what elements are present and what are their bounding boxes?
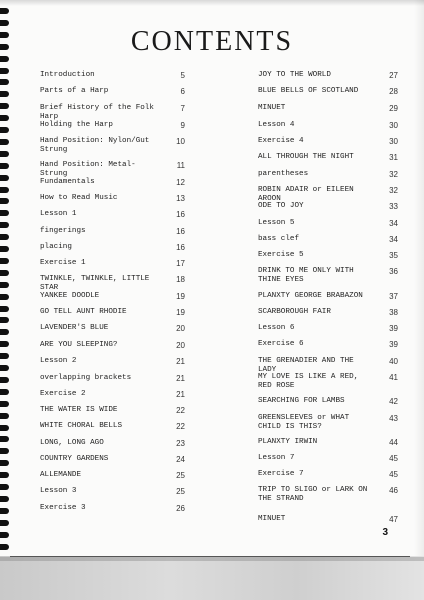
binding-ring [0, 508, 9, 514]
toc-entry-page: 40 [389, 357, 398, 366]
toc-entry [40, 87, 185, 96]
binding-ring [0, 79, 9, 85]
toc-entry-page: 30 [389, 137, 398, 146]
toc-entry [40, 227, 185, 236]
toc-entry-title: Lesson 7 [258, 454, 295, 462]
toc-entry-title: WHITE CHORAL BELLS [40, 422, 123, 430]
toc-entry-title: MY LOVE IS LIKE A RED, RED ROSE [258, 373, 359, 390]
binding-ring [0, 175, 9, 181]
toc-entry-page: 25 [176, 471, 185, 480]
toc-entry [40, 243, 185, 252]
toc-entry-title: ARE YOU SLEEPING? [40, 341, 118, 349]
toc-entry-page: 16 [176, 210, 185, 219]
toc-entry [258, 137, 398, 146]
toc-entry [40, 194, 185, 203]
binding-ring [0, 20, 9, 26]
toc-entry-page: 32 [389, 170, 398, 179]
toc-entry-title: PLANXTY GEORGE BRABAZON [258, 292, 363, 300]
toc-entry-title: Lesson 6 [258, 324, 295, 332]
binding-ring [0, 270, 9, 276]
toc-entry-page: 39 [389, 340, 398, 349]
page-title: CONTENTS [130, 26, 294, 57]
toc-entry [258, 202, 398, 211]
toc-entry [258, 414, 398, 432]
toc-entry-title: Exercise 5 [258, 251, 304, 259]
toc-entry-page: 34 [389, 219, 398, 228]
toc-entry [258, 454, 398, 463]
binding-ring [0, 544, 9, 550]
toc-entry-page: 21 [176, 357, 185, 366]
toc-entry-page: 9 [180, 121, 185, 130]
toc-entry [40, 71, 185, 80]
toc-entry-title: Parts of a Harp [40, 87, 109, 95]
binding-ring [0, 151, 9, 157]
toc-entry-page: 16 [176, 227, 185, 236]
toc-entry-page: 6 [180, 87, 185, 96]
toc-entry-title: LONG, LONG AGO [40, 439, 104, 447]
toc-entry-title: PLANXTY IRWIN [258, 438, 318, 446]
toc-entry-page: 19 [176, 308, 185, 317]
page-right-edge [414, 0, 424, 600]
toc-entry-page: 26 [176, 504, 185, 513]
toc-entry-title: JOY TO THE WORLD [258, 71, 331, 79]
toc-entry-title: TRIP TO SLIGO or LARK ON THE STRAND [258, 486, 368, 503]
toc-entry-page: 34 [389, 235, 398, 244]
toc-entry-title: DRINK TO ME ONLY WITH THINE EYES [258, 267, 354, 284]
toc-entry [258, 308, 398, 317]
toc-entry-page: 23 [176, 439, 185, 448]
binding-ring [0, 258, 9, 264]
toc-entry-page: 38 [389, 308, 398, 317]
toc-entry-title: MINUET [258, 515, 286, 523]
toc-entry [40, 210, 185, 219]
toc-entry [258, 324, 398, 333]
binding-ring [0, 198, 9, 204]
toc-entry-title: THE GRENADIER AND THE LADY [258, 357, 354, 374]
page-top-edge [0, 0, 424, 6]
binding-ring [0, 496, 9, 502]
toc-entry-page: 10 [176, 137, 185, 146]
toc-entry-title: Lesson 3 [40, 487, 77, 495]
toc-entry [258, 170, 398, 179]
toc-entry-page: 25 [176, 487, 185, 496]
toc-entry-title: Exercise 7 [258, 470, 304, 478]
toc-entry [258, 292, 398, 301]
toc-entry-page: 17 [176, 259, 185, 268]
binding-ring [0, 460, 9, 466]
binding-ring [0, 103, 9, 109]
toc-entry [40, 178, 185, 187]
toc-entry-title: TWINKLE, TWINKLE, LITTLE STAR [40, 275, 150, 292]
toc-entry-title: bass clef [258, 235, 300, 243]
binding-ring [0, 139, 9, 145]
toc-entry-page: 5 [180, 71, 185, 80]
toc-entry [258, 397, 398, 406]
toc-entry [40, 104, 185, 122]
toc-entry-page: 20 [176, 341, 185, 350]
binding-ring [0, 115, 9, 121]
toc-entry-page: 45 [389, 454, 398, 463]
binding-ring [0, 353, 9, 359]
toc-entry-title: BLUE BELLS OF SCOTLAND [258, 87, 359, 95]
toc-entry-title: COUNTRY GARDENS [40, 455, 109, 463]
toc-entry-page: 36 [389, 267, 398, 276]
toc-entry [40, 275, 185, 293]
binding-ring [0, 472, 9, 478]
toc-entry-page: 44 [389, 438, 398, 447]
toc-entry-page: 35 [389, 251, 398, 260]
toc-entry-page: 28 [389, 87, 398, 96]
binding-ring [0, 222, 9, 228]
toc-entry-page: 13 [176, 194, 185, 203]
toc-entry-title: Lesson 4 [258, 121, 295, 129]
toc-entry-page: 24 [176, 455, 185, 464]
toc-entry-title: Exercise 1 [40, 259, 86, 267]
scan-bottom-band [0, 556, 424, 600]
toc-entry-title: Hand Position: Metal-Strung [40, 161, 136, 178]
binding-ring [0, 341, 9, 347]
toc-entry-title: Fundamentals [40, 178, 95, 186]
toc-entry [40, 439, 185, 448]
toc-entry-page: 33 [389, 202, 398, 211]
toc-entry [40, 137, 185, 155]
binding-ring [0, 436, 9, 442]
toc-entry [258, 71, 398, 80]
toc-entry-title: GO TELL AUNT RHODIE [40, 308, 127, 316]
toc-entry-page: 12 [176, 178, 185, 187]
binding-ring [0, 294, 9, 300]
binding-ring [0, 448, 9, 454]
toc-entry [258, 515, 398, 524]
toc-entry-title: Exercise 2 [40, 390, 86, 398]
toc-entry [258, 153, 398, 162]
toc-entry [40, 259, 185, 268]
toc-entry-page: 21 [176, 374, 185, 383]
toc-entry-page: 43 [389, 414, 398, 423]
toc-entry-title: LAVENDER'S BLUE [40, 324, 109, 332]
toc-entry-page: 39 [389, 324, 398, 333]
binding-ring [0, 68, 9, 74]
toc-entry-title: Exercise 4 [258, 137, 304, 145]
binding-ring [0, 127, 9, 133]
toc-entry [40, 471, 185, 480]
toc-entry-title: Lesson 5 [258, 219, 295, 227]
toc-entry [258, 104, 398, 113]
toc-entry [258, 486, 398, 504]
toc-entry [40, 357, 185, 366]
toc-entry-page: 46 [389, 486, 398, 495]
toc-entry-page: 18 [176, 275, 185, 284]
toc-entry [258, 470, 398, 479]
toc-entry [258, 438, 398, 447]
binding-ring [0, 91, 9, 97]
toc-entry-page: 20 [176, 324, 185, 333]
toc-entry-title: Brief History of the Folk Harp [40, 104, 154, 121]
binding-ring [0, 329, 9, 335]
toc-entry-page: 29 [389, 104, 398, 113]
toc-entry-title: MINUET [258, 104, 286, 112]
toc-entry-page: 11 [176, 161, 185, 170]
toc-entry-page: 7 [180, 104, 185, 113]
toc-entry-title: How to Read Music [40, 194, 118, 202]
toc-entry [40, 121, 185, 130]
toc-entry [258, 87, 398, 96]
toc-entry-title: fingerings [40, 227, 86, 235]
binding-ring [0, 187, 9, 193]
toc-entry [258, 235, 398, 244]
spiral-binding [0, 8, 12, 556]
toc-entry-page: 37 [389, 292, 398, 301]
binding-ring [0, 484, 9, 490]
binding-ring [0, 282, 9, 288]
binding-ring [0, 389, 9, 395]
toc-entry-page: 27 [389, 71, 398, 80]
toc-entry-page: 22 [176, 406, 185, 415]
toc-entry [40, 308, 185, 317]
toc-entry-title: ROBIN ADAIR or EILEEN AROON [258, 186, 354, 203]
toc-entry-page: 32 [389, 186, 398, 195]
binding-ring [0, 520, 9, 526]
toc-entry-page: 19 [176, 292, 185, 301]
toc-entry-page: 30 [389, 121, 398, 130]
toc-entry [258, 121, 398, 130]
toc-entry-page: 21 [176, 390, 185, 399]
toc-entry [40, 161, 185, 179]
toc-entry [40, 292, 185, 301]
toc-entry-title: parentheses [258, 170, 309, 178]
toc-entry [40, 504, 185, 513]
toc-entry-title: YANKEE DOODLE [40, 292, 100, 300]
binding-ring [0, 306, 9, 312]
binding-ring [0, 425, 9, 431]
binding-ring [0, 532, 9, 538]
toc-entry-title: Exercise 3 [40, 504, 86, 512]
toc-entry-page: 31 [389, 153, 398, 162]
binding-ring [0, 210, 9, 216]
toc-entry-page: 45 [389, 470, 398, 479]
binding-ring [0, 246, 9, 252]
toc-entry-title: Lesson 2 [40, 357, 77, 365]
binding-ring [0, 401, 9, 407]
toc-entry-page: 16 [176, 243, 185, 252]
toc-entry-page: 42 [389, 397, 398, 406]
page-bottom-edge [10, 556, 410, 557]
toc-entry [258, 340, 398, 349]
toc-entry [40, 455, 185, 464]
toc-entry [258, 267, 398, 285]
toc-entry [40, 487, 185, 496]
toc-entry [258, 251, 398, 260]
binding-ring [0, 377, 9, 383]
scan-bottom-shadow [0, 557, 424, 561]
toc-entry [40, 390, 185, 399]
toc-entry-title: ALLEMANDE [40, 471, 82, 479]
binding-ring [0, 413, 9, 419]
toc-entry [40, 422, 185, 431]
toc-entry-page: 22 [176, 422, 185, 431]
toc-entry-title: Lesson 1 [40, 210, 77, 218]
binding-ring [0, 317, 9, 323]
binding-ring [0, 365, 9, 371]
toc-entry [258, 219, 398, 228]
toc-entry [40, 406, 185, 415]
toc-entry-title: Introduction [40, 71, 95, 79]
toc-entry [40, 341, 185, 350]
toc-entry [258, 373, 398, 391]
binding-ring [0, 8, 9, 14]
binding-ring [0, 234, 9, 240]
toc-entry-page: 41 [389, 373, 398, 382]
toc-entry [40, 374, 185, 383]
toc-entry-title: ALL THROUGH THE NIGHT [258, 153, 354, 161]
toc-entry-title: ODE TO JOY [258, 202, 304, 210]
toc-entry-title: SCARBOROUGH FAIR [258, 308, 331, 316]
toc-entry-title: GREENSLEEVES or WHAT CHILD IS THIS? [258, 414, 350, 431]
toc-entry-title: Holding the Harp [40, 121, 113, 129]
toc-entry-page: 47 [389, 515, 398, 524]
toc-entry-title: SEARCHING FOR LAMBS [258, 397, 345, 405]
toc-entry [40, 324, 185, 333]
toc-entry-title: Hand Position: Nylon/Gut Strung [40, 137, 150, 154]
toc-entry-title: THE WATER IS WIDE [40, 406, 118, 414]
toc-entry-title: Exercise 6 [258, 340, 304, 348]
binding-ring [0, 163, 9, 169]
toc-entry-title: overlapping brackets [40, 374, 132, 382]
toc-entry-title: placing [40, 243, 72, 251]
page-number: 3 [382, 527, 388, 538]
